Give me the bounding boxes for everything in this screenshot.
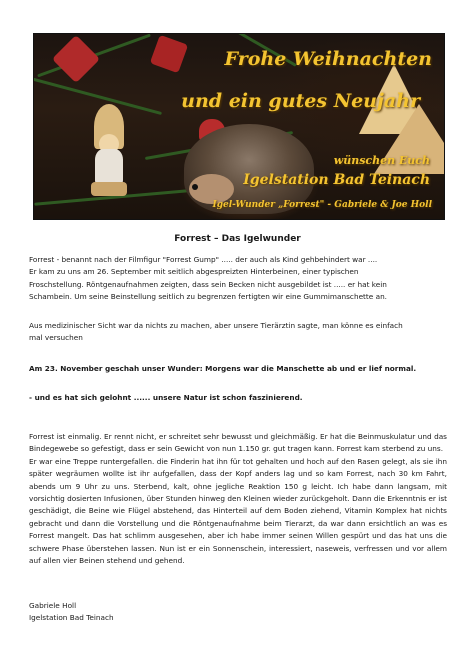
paragraph-story-a: Forrest ist einmalig. Er rennt nicht, er schreitet sehr bewusst und gleichmäßig. Er hat die Beinmuskulatur und das Bindegewebe so gefestigt, dass er sein Gewicht von nun 1.150 gr. gut tragen kann. Forrest kam sterbend zu uns. <box>29 432 447 454</box>
red-star-ornament <box>150 35 188 73</box>
signature <box>29 600 447 625</box>
banner-greeting-line5: Igel-Wunder „Forrest" - Gabriele & Joe Holl <box>212 200 432 210</box>
christmas-banner-image <box>33 33 445 220</box>
paragraph-line: Froschstellung. Röntgenaufnahmen zeigten, dass sein Becken nicht ausgebildet ist ..... er hat kein <box>29 279 387 289</box>
paragraph-line: Forrest - benannt nach der Filmfigur "Forrest Gump" ..... der auch als Kind gehbehindert war .... <box>29 255 378 264</box>
banner-greeting-line1: Frohe Weihnachten <box>224 48 432 70</box>
paragraph-line: Er kam zu uns am 26. September mit seitlich abgespreizten Hinterbeinen, einer typischen <box>29 267 359 277</box>
article-title: Forrest – Das Igelwunder <box>174 234 301 244</box>
banner-greeting-line4: Igelstation Bad Teinach <box>243 172 430 188</box>
wooden-gnome-figure <box>89 104 129 199</box>
paragraph-story <box>29 431 447 567</box>
paragraph-line: mal versuchen <box>29 333 83 343</box>
paragraph-story-b: Er war eine Treppe runtergefallen. die Finderin hat ihn für tot gehalten und hoch auf den Rasen gelegt, als sie ihn später wegräumen wollte ist ihr aufgefallen, dass der Kopf anders lag und so kam Forrest, nach 30 km Fahrt, abends um 9 Uhr zu uns. Sterbend, kalt, ohne jegliche Reaktion 150 g leicht. Ich habe dann langsam, mit vorsichtig dosierten Infusionen, über Stunden hinweg den Kleinen wieder zurückgeholt. Dann die Erkenntnis er ist geschädigt, die Beine wie Flügel abstehend, das Hinterteil auf dem Boden ziehend, Vitamin Komplex hat nichts gebracht und dann die Vorstellung und die Röntgenaufnahme beim Tierarzt, da war dann ersichtlich an was es Forrest mangelt. Das hat schlimm ausgesehen, aber ich habe immer seinen Willen gespürt und das hat uns die schwere Phase überstehen lassen. Nun ist er ein Sonnenschein, interessiert, naseweis, verfressen und vor allem auf allen vier Beinen stehend und gehend. <box>29 456 447 566</box>
banner-greeting-line3: wünschen Euch <box>333 154 430 167</box>
signature-org: Igelstation Bad Teinach <box>29 613 114 623</box>
red-star-ornament <box>52 35 100 83</box>
paragraph-conclusion: - und es hat sich gelohnt ...... unsere Natur ist schon faszinierend. <box>29 393 303 402</box>
paragraph-medical <box>29 320 447 345</box>
paragraph-miracle: Am 23. November geschah unser Wunder: Morgens war die Manschette ab und er lief normal. <box>29 364 417 373</box>
banner-greeting-line2: und ein gutes Neujahr <box>181 90 420 112</box>
signature-name: Gabriele Holl <box>29 601 77 610</box>
paragraph-line: Aus medizinischer Sicht war da nichts zu machen, aber unsere Tierärztin sagte, man könne es einfach <box>29 321 403 330</box>
paragraph-intro <box>29 254 447 304</box>
paragraph-line: Schambein. Um seine Beinstellung seitlich zu begrenzen fertigten wir eine Gummimanschette an. <box>29 292 388 302</box>
